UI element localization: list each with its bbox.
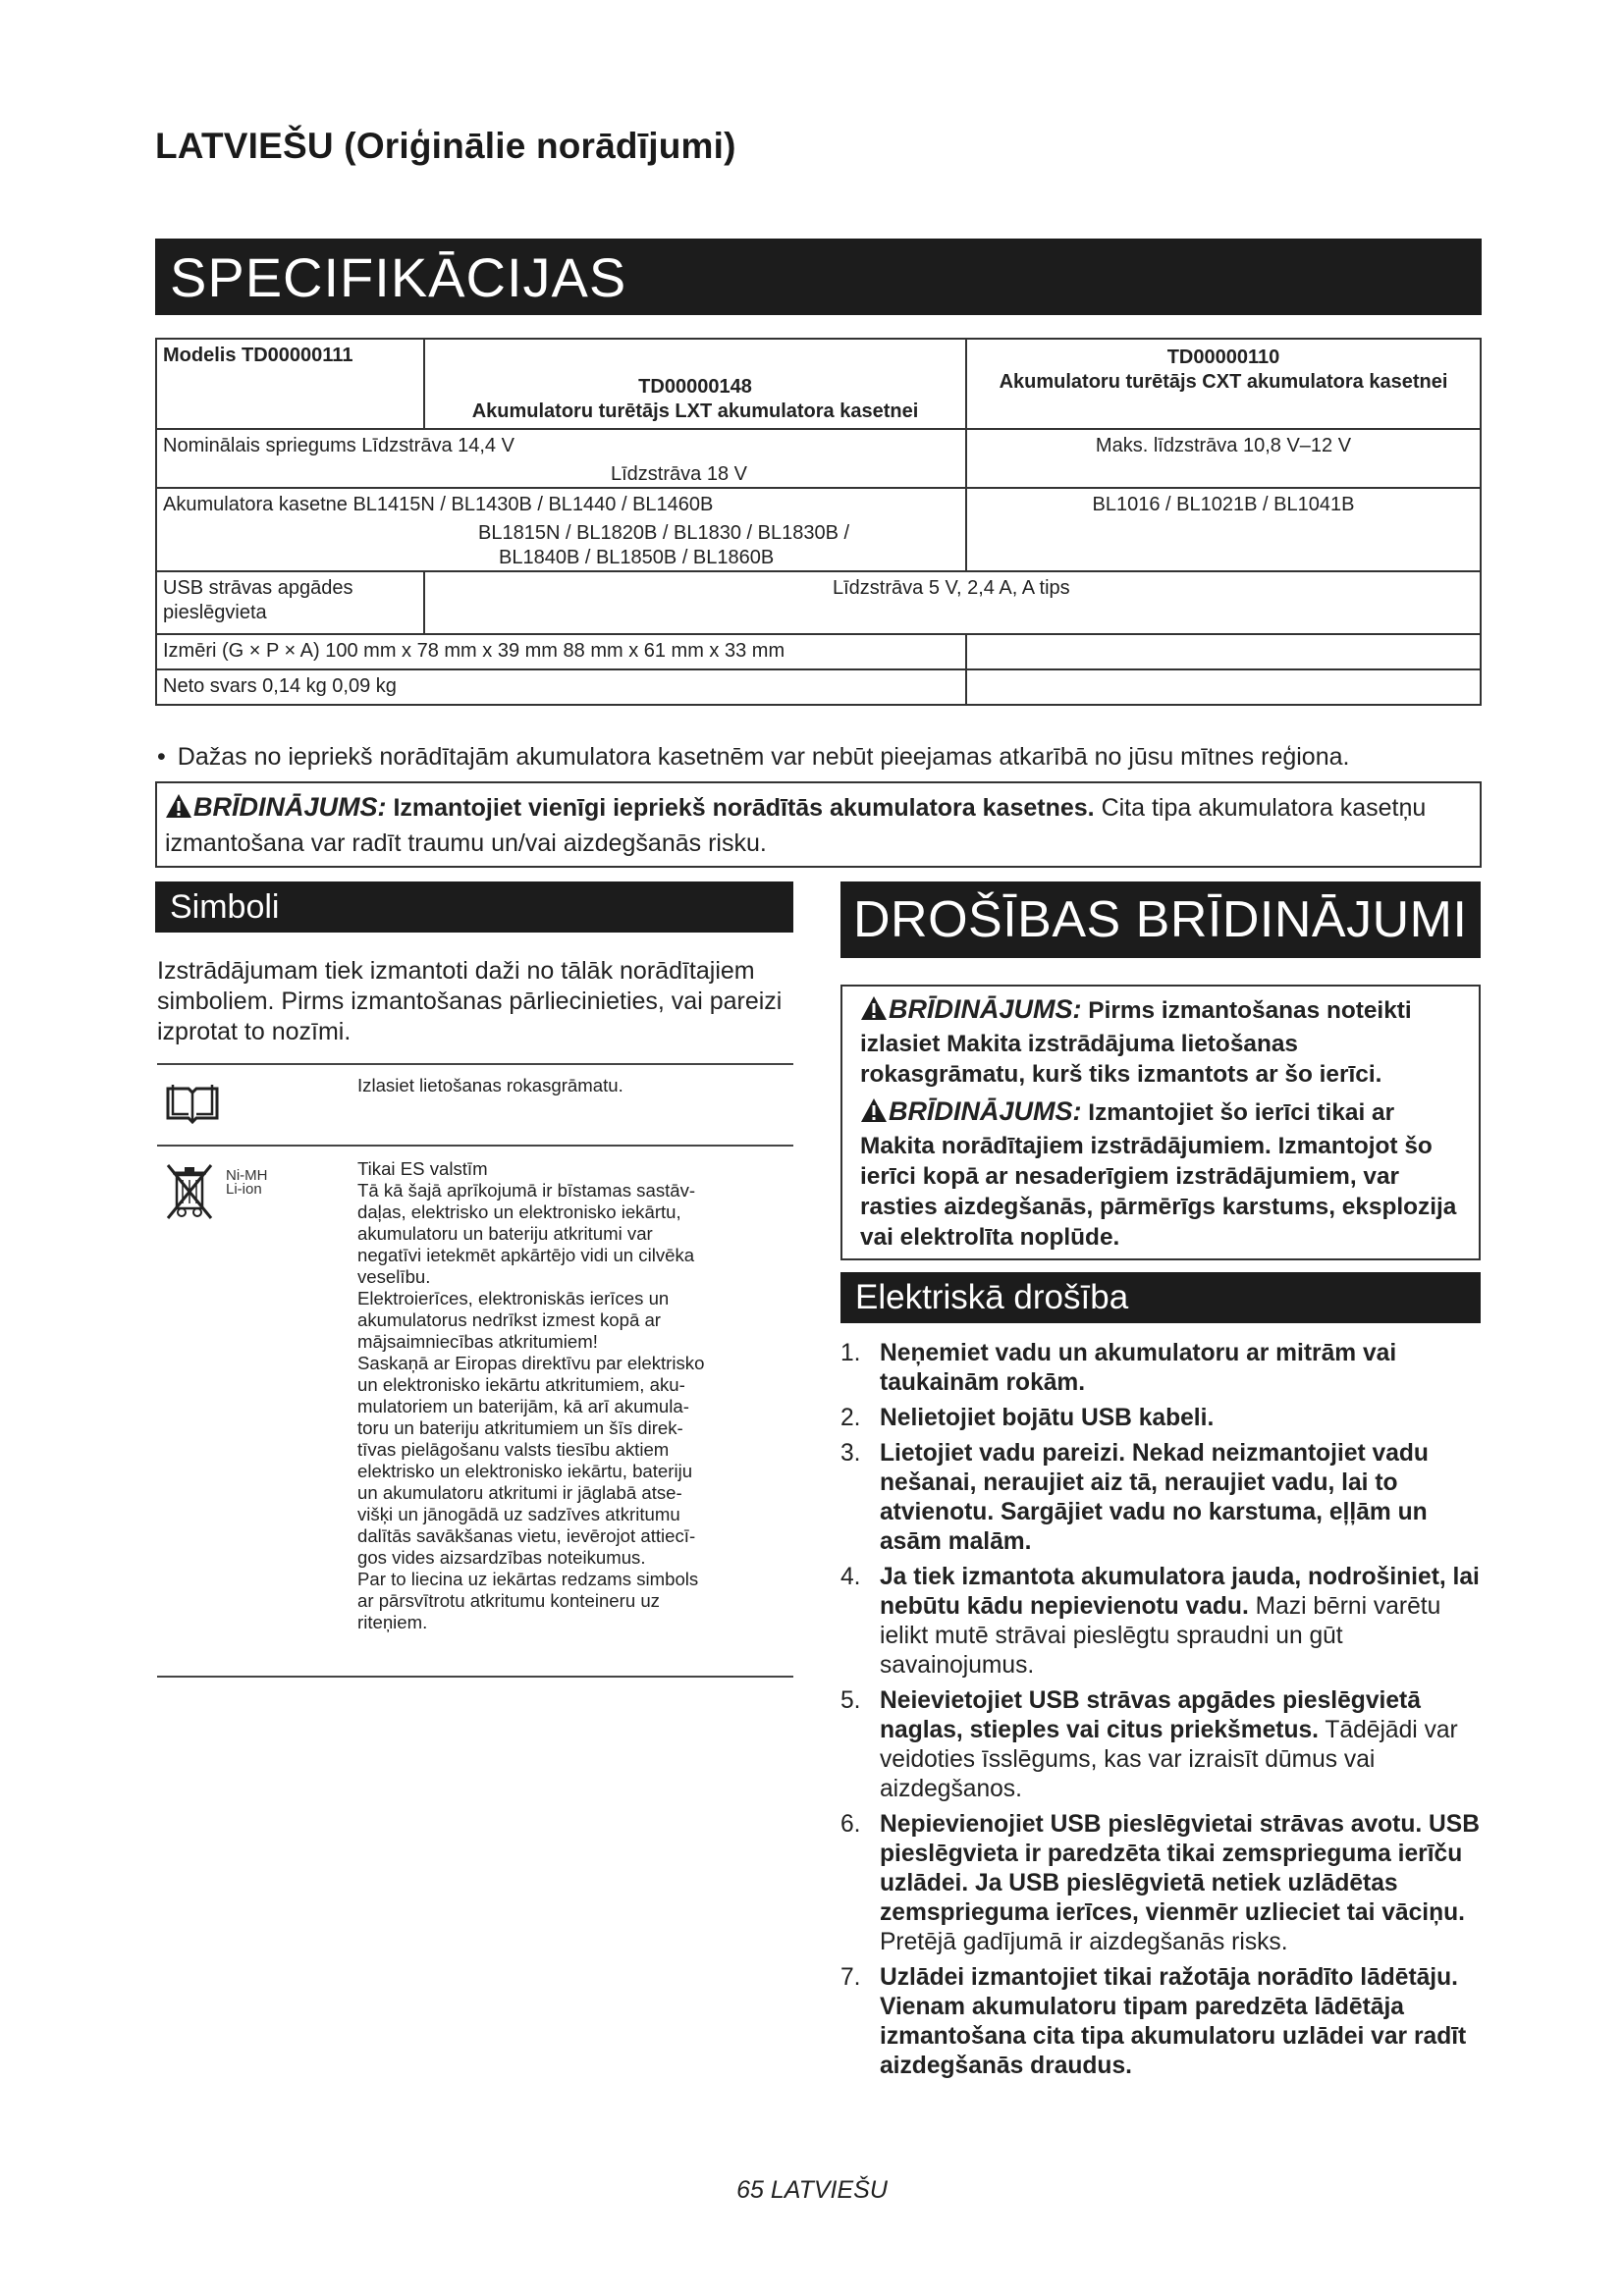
- spec-cell-weight: Neto svars 0,14 kg 0,09 kg: [156, 669, 966, 705]
- spec-cell-voltage: Nominālais spriegums Līdzstrāva 14,4 V Līdzstrāva 18 V: [156, 429, 966, 488]
- spec-row-usb: [156, 571, 1481, 634]
- electrical-safety-title-band: [840, 1272, 1481, 1323]
- spec-row-model: [156, 339, 1481, 429]
- electrical-safety-title: Elektriskā drošība: [855, 1278, 1129, 1316]
- list-item: 5. Neievietojiet USB strāvas apgādes pieslēgvietā naglas, stieples vai citus priekšmetus. Tādējādi var veidoties īsslēgums, kas var izraisīt dūmus vai aizdegšanos.: [840, 1687, 1458, 1802]
- spec-row-size: [156, 634, 1481, 669]
- spec-cell-weight-col3: [966, 669, 1481, 705]
- symbols-divider: [157, 1063, 793, 1065]
- warning-label: BRĪDINĀJUMS:: [889, 1096, 1082, 1126]
- list-item: 4. Ja tiek izmantota akumulatora jauda, nodrošiniet, lai nebūtu kādu nepievienotu vadu. Mazi bērni varētu ielikt mutē strāvai pieslēgtu spraudni un gūt savainojumus.: [840, 1564, 1480, 1679]
- safety-warning-2-text: Izmantojiet šo ierīci tikai ar Makita norādītajiem izstrādājumiem. Izmantojot šo ierīci kopā ar nesaderīgiem izstrādājumiem, var rasties aizdegšanās, pārmērīgs karstums, eksplozija vai elektrolīta noplūde.: [860, 1099, 1457, 1251]
- list-item: 1. Neņemiet vadu un akumulatoru ar mitrām vai taukainām rokām.: [840, 1340, 1397, 1396]
- spec-cell-battery: Akumulatora kasetne BL1415N / BL1430B / BL1440 / BL1460B BL1815N / BL1820B / BL1830 / BL1830B / BL1840B / BL1850B / BL1860B: [156, 488, 966, 571]
- book-icon: [165, 1083, 220, 1131]
- spec-cell-usb-value: Līdzstrāva 5 V, 2,4 A, A tips: [424, 571, 1481, 634]
- warning-label: BRĪDINĀJUMS:: [193, 792, 387, 822]
- battery-warning-box: [155, 781, 1482, 868]
- spec-cell-model-col2: TD00000148 Akumulatoru turētājs LXT akumulatora kasetnei: [424, 339, 966, 429]
- symbols-divider: [157, 1145, 793, 1147]
- spec-row-battery: [156, 488, 1481, 571]
- safety-warning-1-text: Pirms izmantošanas noteikti izlasiet Makita izstrādājuma lietošanas rokasgrāmatu, kurš tiks izmantots ar šo ierīci.: [860, 997, 1412, 1088]
- electrical-safety-list: [840, 1339, 1481, 2087]
- list-item: 3. Lietojiet vadu pareizi. Nekad neizmantojiet vadu nešanai, neraujiet aiz tā, neraujiet vadu, lai to atvienotu. Sargājiet vadu no karstuma, eļļām un asām malām.: [840, 1440, 1429, 1555]
- safety-title-band: [840, 881, 1481, 958]
- spec-availability-note: [157, 743, 1349, 772]
- spec-row-voltage: [156, 429, 1481, 488]
- crossed-bin-icon: [163, 1161, 216, 1227]
- weee-label-nimh: Ni-MH: [226, 1167, 268, 1184]
- specifications-title-band: [155, 239, 1482, 315]
- safety-warning-box: [840, 985, 1481, 1260]
- note-bullet: •: [157, 743, 166, 771]
- spec-cell-size-col3: [966, 634, 1481, 669]
- page-footer: 65 LATVIEŠU: [736, 2176, 888, 2204]
- spec-cell-size: Izmēri (G × P × A) 100 mm x 78 mm x 39 mm 88 mm x 61 mm x 33 mm: [156, 634, 966, 669]
- spec-cell-battery-col3: BL1016 / BL1021B / BL1041B: [966, 488, 1481, 571]
- symbols-divider: [157, 1676, 793, 1678]
- warning-label: BRĪDINĀJUMS:: [889, 994, 1082, 1024]
- spec-cell-voltage-col3: Maks. līdzstrāva 10,8 V–12 V: [966, 429, 1481, 488]
- warning-triangle-icon: [860, 995, 888, 1029]
- spec-cell-model-label: Modelis TD00000111: [156, 339, 424, 429]
- page-heading: LATVIEŠU (Oriģinālie norādījumi): [155, 126, 736, 166]
- warning-triangle-icon: [165, 793, 192, 828]
- warning-bold-text: Izmantojiet vienīgi iepriekš norādītās akumulatora kasetnes.: [393, 794, 1095, 822]
- warning-normal-text: Cita tipa akumulatora kasetņu izmantošana var radīt traumu un/vai aizdegšanās risku.: [165, 794, 1427, 857]
- spec-cell-usb-label: USB strāvas apgādes pieslēgvieta: [156, 571, 424, 634]
- symbols-intro: Izstrādājumam tiek izmantoti daži no tālāk norādītajiem simboliem. Pirms izmantošanas pārliecinieties, vai pareizi izprotat to nozīmi.: [157, 957, 783, 1045]
- symbols-title: Simboli: [170, 888, 280, 926]
- weee-label-liion: Li-ion: [226, 1181, 262, 1198]
- note-text: Dažas no iepriekš norādītajām akumulatora kasetnēm var nebūt pieejamas atkarībā no jūsu mītnes reģiona.: [177, 743, 1350, 771]
- specifications-table: [155, 338, 1482, 706]
- list-item: 6. Nepievienojiet USB pieslēgvietai strāvas avotu. USB pieslēgvieta ir paredzēta tikai zemsprieguma ierīču uzlādei. Ja USB pieslēgvietā netiek uzlādētas zemsprieguma ierīces, vienmēr uzlieciet tai vāciņu. Pretējā gadījumā ir aizdegšanās risks.: [840, 1811, 1480, 1955]
- symbols-title-band: [155, 881, 793, 933]
- safety-title: DROŠĪBAS BRĪDINĀJUMI: [853, 891, 1468, 948]
- weee-symbol-description: Tikai ES valstīm Tā kā šajā aprīkojumā ir bīstamas sastāv- daļas, elektrisko un elektronisko iekārtu, akumulatoru un bateriju atkritumi var negatīvi ietekmēt apkārtējo vidi un cilvēka veselību. Elektroierīces, elektroniskās ierīces un akumulatorus nedrīkst izmest kopā ar mājsaimniecības atkritumiem! Saskaņā ar Eiropas direktīvu par elektrisko un elektronisko iekārtu atkritumiem, aku- mulatoriem un baterijām, kā arī akumula- toru un bateriju atkritumiem un šīs direk- tīvas pielāgošanu valsts tiesību aktiem elektrisko un elektronisko iekārtu, bateriju un akumulatoru atkritumi ir jāglabā atse- višķi un jānogādā uz sadzīves atkritumu dalītās savākšanas vietu, ievērojot attiecī- gos vides aizsardzības noteikumus. Par to liecina uz iekārtas redzams simbols ar pārsvītrotu atkritumu konteineru uz riteņiem.: [357, 1158, 705, 1632]
- specifications-title: SPECIFIKĀCIJAS: [170, 246, 627, 308]
- list-item: 7. Uzlādei izmantojiet tikai ražotāja norādīto lādētāju. Vienam akumulatoru tipam paredzēta lādētāja izmantošana cita tipa akumulatoru uzlādei var radīt aizdegšanās draudus.: [840, 1964, 1467, 2079]
- list-item: 2. Nelietojiet bojātu USB kabeli.: [840, 1405, 1215, 1431]
- weee-battery-labels: [226, 1169, 268, 1197]
- warning-triangle-icon: [860, 1097, 888, 1131]
- manual-symbol-description: Izlasiet lietošanas rokasgrāmatu.: [357, 1075, 623, 1095]
- spec-cell-model-col3: TD00000110 Akumulatoru turētājs CXT akumulatora kasetnei: [966, 339, 1481, 429]
- spec-row-weight: [156, 669, 1481, 705]
